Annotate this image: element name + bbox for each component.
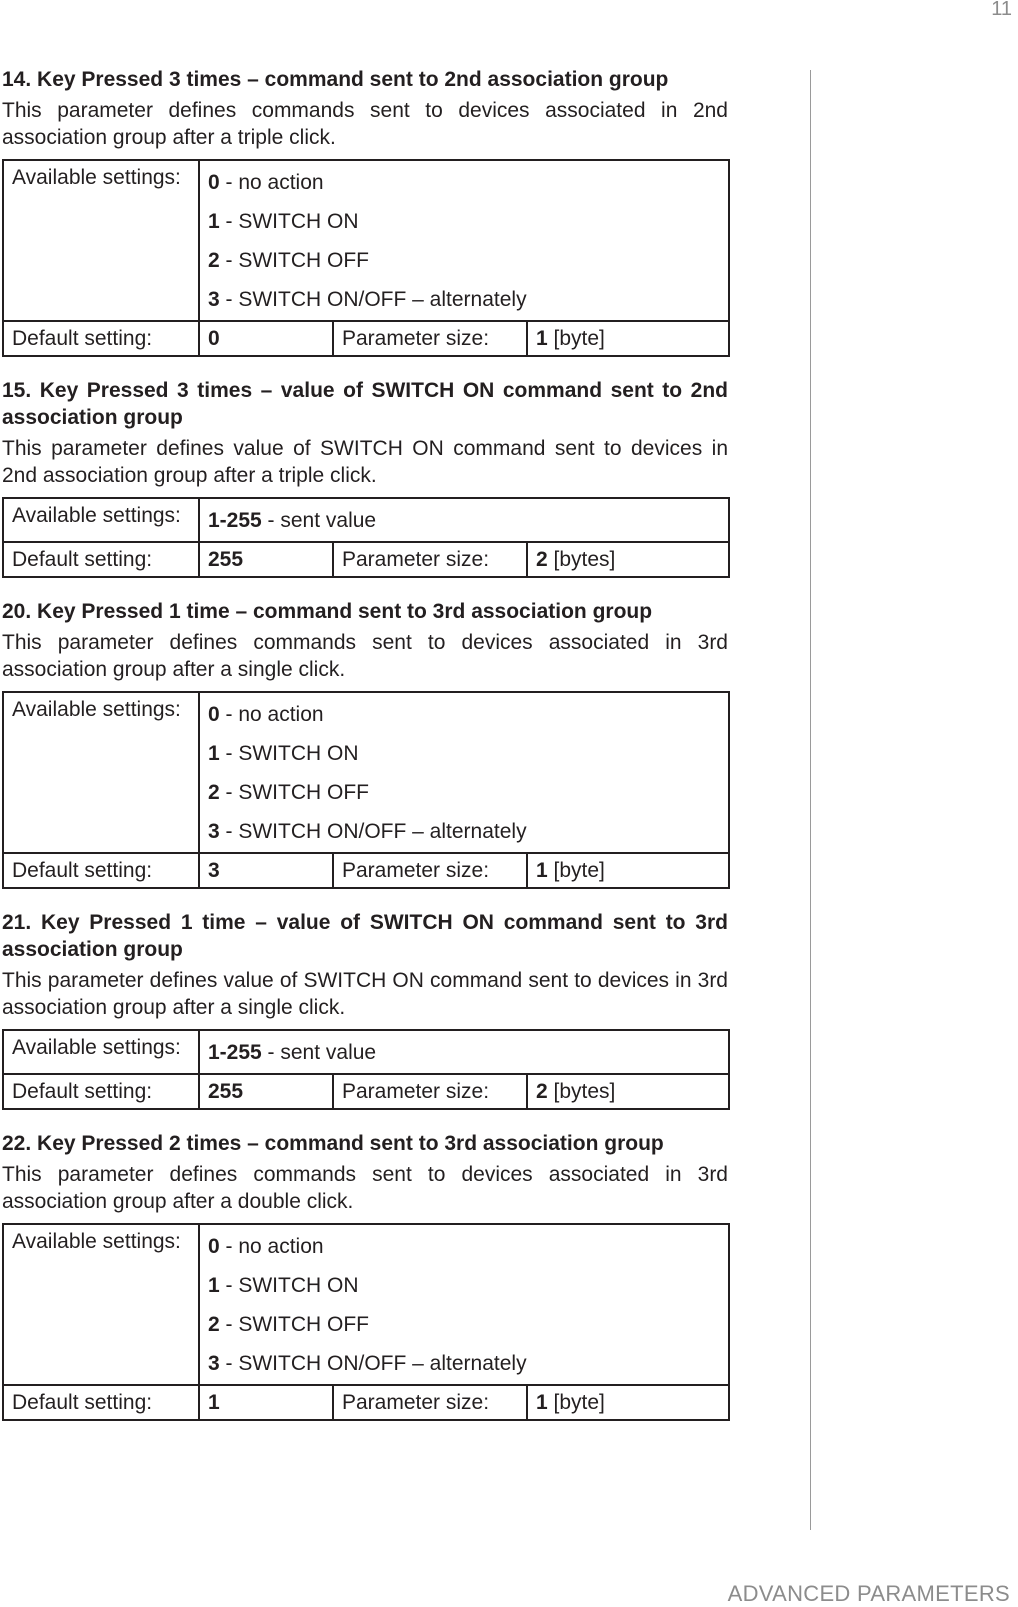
option-code: 0 — [208, 703, 220, 726]
parameter-description: This parameter defines commands sent to devices associated in 3rd association group after a single click. — [2, 631, 728, 681]
parameter-size-label: Parameter size: — [333, 542, 527, 577]
parameter-size-label: Parameter size: — [333, 1074, 527, 1109]
parameter-size-label: Parameter size: — [333, 1385, 527, 1420]
option-item — [208, 163, 720, 202]
option-item — [208, 241, 720, 280]
available-settings-label: Available settings: — [3, 1224, 199, 1385]
option-text: - sent value — [261, 1041, 377, 1064]
parameter-section — [2, 377, 728, 578]
option-code: 0 — [208, 171, 220, 194]
options-cell — [199, 160, 729, 321]
parameter-size-value: 2 — [536, 1080, 548, 1103]
section-footer: ADVANCED PARAMETERS — [727, 1581, 1010, 1606]
available-settings-label: Available settings: — [3, 1030, 199, 1074]
parameter-size-cell — [527, 853, 729, 888]
options-cell — [199, 1224, 729, 1385]
options-cell — [199, 692, 729, 853]
option-item — [208, 1305, 720, 1344]
option-item — [208, 773, 720, 812]
option-code: 2 — [208, 249, 220, 272]
options-cell — [199, 498, 729, 542]
settings-table — [2, 691, 730, 889]
option-code: 1 — [208, 210, 220, 233]
option-text: - no action — [219, 171, 324, 194]
parameter-title: 14. Key Pressed 3 times – command sent to 2nd association group — [2, 68, 669, 91]
default-setting-value: 3 — [199, 853, 333, 888]
default-setting-value: 0 — [199, 321, 333, 356]
available-settings-row — [3, 1224, 729, 1385]
default-setting-label: Default setting: — [3, 853, 199, 888]
available-settings-row — [3, 160, 729, 321]
option-text: - SWITCH ON — [219, 210, 359, 233]
option-code: 2 — [208, 781, 220, 804]
option-item — [208, 1266, 720, 1305]
parameter-size-cell — [527, 1074, 729, 1109]
option-item — [208, 202, 720, 241]
option-text: - no action — [219, 1235, 324, 1258]
parameter-size-value: 2 — [536, 548, 548, 571]
available-settings-row — [3, 498, 729, 542]
option-item — [208, 1344, 720, 1383]
available-settings-label: Available settings: — [3, 498, 199, 542]
parameter-size-label: Parameter size: — [333, 321, 527, 356]
parameter-description: This parameter defines value of SWITCH ON command sent to devices in 3rd association group after a single click. — [2, 969, 728, 1019]
option-code: 0 — [208, 1235, 220, 1258]
option-code: 1 — [208, 742, 220, 765]
available-settings-row — [3, 692, 729, 853]
default-setting-value: 255 — [199, 542, 333, 577]
parameter-size-value: 1 — [536, 327, 548, 350]
available-settings-label: Available settings: — [3, 160, 199, 321]
parameter-description: This parameter defines commands sent to devices associated in 2nd association group after a triple click. — [2, 99, 728, 149]
option-text: - no action — [219, 703, 324, 726]
parameter-list — [2, 66, 728, 1441]
parameter-size-unit: [byte] — [547, 1391, 605, 1414]
parameter-section — [2, 1130, 728, 1421]
default-row — [3, 321, 729, 356]
parameter-section — [2, 66, 728, 357]
options-cell — [199, 1030, 729, 1074]
parameter-title: 21. Key Pressed 1 time – value of SWITCH ON command sent to 3rd association group — [2, 911, 728, 961]
option-item — [208, 501, 720, 540]
parameter-section — [2, 909, 728, 1110]
default-setting-label: Default setting: — [3, 1074, 199, 1109]
option-code: 1-255 — [208, 1041, 262, 1064]
default-setting-value: 255 — [199, 1074, 333, 1109]
available-settings-row — [3, 1030, 729, 1074]
option-item — [208, 1033, 720, 1072]
option-code: 2 — [208, 1313, 220, 1336]
default-setting-label: Default setting: — [3, 542, 199, 577]
parameter-size-cell — [527, 1385, 729, 1420]
parameter-title: 15. Key Pressed 3 times – value of SWITCH ON command sent to 2nd association group — [2, 379, 728, 429]
option-text: - SWITCH ON — [219, 1274, 359, 1297]
option-item — [208, 812, 720, 851]
parameter-description: This parameter defines value of SWITCH ON command sent to devices in 2nd association group after a triple click. — [2, 437, 728, 487]
parameter-size-unit: [byte] — [547, 859, 605, 882]
parameter-title: 20. Key Pressed 1 time – command sent to 3rd association group — [2, 600, 653, 623]
settings-table — [2, 1029, 730, 1110]
option-item — [208, 695, 720, 734]
option-text: - sent value — [261, 509, 377, 532]
page-number: 11 — [991, 0, 1012, 20]
option-code: 1 — [208, 1274, 220, 1297]
settings-table — [2, 159, 730, 357]
option-text: - SWITCH ON — [219, 742, 359, 765]
parameter-size-cell — [527, 542, 729, 577]
option-text: - SWITCH OFF — [219, 781, 369, 804]
option-code: 3 — [208, 288, 220, 311]
parameter-title: 22. Key Pressed 2 times – command sent to 3rd association group — [2, 1132, 664, 1155]
default-setting-value: 1 — [199, 1385, 333, 1420]
parameter-size-value: 1 — [536, 859, 548, 882]
parameter-size-unit: [byte] — [547, 327, 605, 350]
option-text: - SWITCH OFF — [219, 249, 369, 272]
default-setting-label: Default setting: — [3, 321, 199, 356]
parameter-size-unit: [bytes] — [547, 548, 616, 571]
option-code: 1-255 — [208, 509, 262, 532]
option-code: 3 — [208, 1352, 220, 1375]
parameter-size-cell — [527, 321, 729, 356]
option-item — [208, 1227, 720, 1266]
settings-table — [2, 497, 730, 578]
parameter-size-label: Parameter size: — [333, 853, 527, 888]
option-text: - SWITCH ON/OFF – alternately — [219, 820, 527, 843]
parameter-size-value: 1 — [536, 1391, 548, 1414]
default-row — [3, 1385, 729, 1420]
default-row — [3, 542, 729, 577]
available-settings-label: Available settings: — [3, 692, 199, 853]
default-row — [3, 1074, 729, 1109]
parameter-section — [2, 598, 728, 889]
option-text: - SWITCH OFF — [219, 1313, 369, 1336]
default-row — [3, 853, 729, 888]
parameter-description: This parameter defines commands sent to devices associated in 3rd association group after a double click. — [2, 1163, 728, 1213]
option-text: - SWITCH ON/OFF – alternately — [219, 288, 527, 311]
option-code: 3 — [208, 820, 220, 843]
option-item — [208, 734, 720, 773]
option-text: - SWITCH ON/OFF – alternately — [219, 1352, 527, 1375]
default-setting-label: Default setting: — [3, 1385, 199, 1420]
vertical-divider — [810, 70, 811, 1530]
parameter-size-unit: [bytes] — [547, 1080, 616, 1103]
settings-table — [2, 1223, 730, 1421]
option-item — [208, 280, 720, 319]
